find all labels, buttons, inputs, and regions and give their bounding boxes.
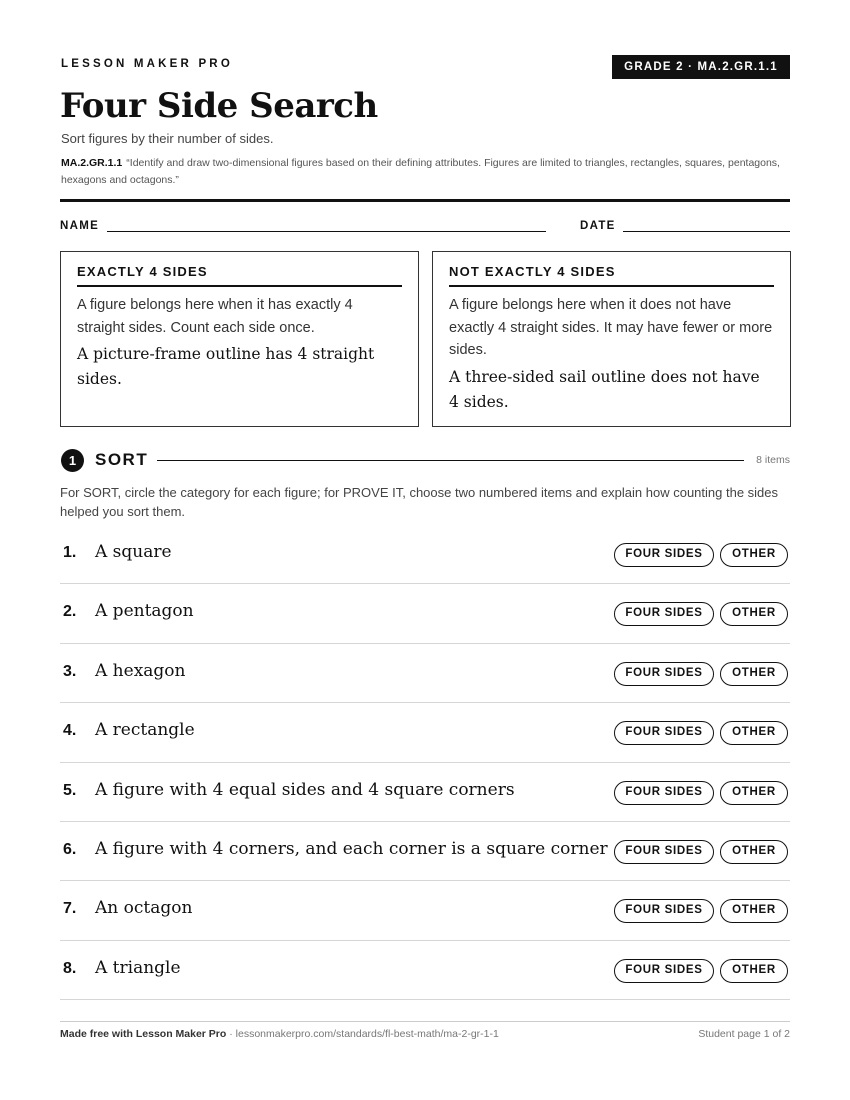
footer-credit [60,1028,499,1040]
other-option[interactable]: OTHER [720,899,788,923]
name-label: NAME [60,220,100,232]
footer-separator: · [226,1028,236,1040]
other-option[interactable]: OTHER [720,721,788,745]
item-number: 2. [63,603,77,621]
list-item [60,763,790,822]
four-sides-option[interactable]: FOUR SIDES [614,721,714,745]
item-text: A square [95,542,172,562]
standard-code: MA.2.GR.1.1 [61,157,123,169]
four-sides-option[interactable]: FOUR SIDES [614,543,714,567]
item-text: A rectangle [95,720,195,741]
item-text: An octagon [95,898,193,919]
date-label: DATE [580,220,616,232]
category-example: A picture-frame outline has 4 straight sides. [77,345,375,388]
four-sides-option[interactable]: FOUR SIDES [614,840,714,864]
date-line[interactable] [623,231,790,232]
category-heading: EXACTLY 4 SIDES [77,264,402,287]
list-item [60,941,790,1000]
section-title: SORT [95,450,149,469]
page-subtitle: Sort figures by their number of sides. [61,131,274,146]
list-item [60,703,790,762]
brand-label: LESSON MAKER PRO [61,58,233,70]
category-description: A figure belongs here when it does not have exactly 4 straight sides. It may have fewer or more sides. [449,297,773,358]
section-number-badge: 1 [61,449,84,472]
other-option[interactable]: OTHER [720,662,788,686]
footer-made-with: Made free with Lesson Maker Pro [60,1028,227,1040]
category-box-not-four-sides [432,251,791,427]
item-text: A hexagon [95,660,186,681]
four-sides-option[interactable]: FOUR SIDES [614,781,714,805]
footer-divider [60,1021,790,1022]
four-sides-option[interactable]: FOUR SIDES [614,959,714,983]
header-divider [60,199,790,202]
item-list [60,525,790,1000]
item-number: 3. [63,662,77,680]
item-number: 1. [63,544,77,561]
other-option[interactable]: OTHER [720,543,788,567]
item-number: 4. [63,722,77,740]
other-option[interactable]: OTHER [720,781,788,805]
four-sides-option[interactable]: FOUR SIDES [614,602,714,626]
item-text: A figure with 4 equal sides and 4 square corners [95,779,515,800]
other-option[interactable]: OTHER [720,959,788,983]
footer-page-number: Student page 1 of 2 [698,1028,790,1040]
list-item [60,881,790,940]
standard-description [61,155,796,189]
item-number: 5. [63,781,77,799]
section-divider [157,460,744,461]
section-item-count: 8 items [756,454,790,466]
grade-badge: GRADE 2 · MA.2.GR.1.1 [612,55,790,79]
four-sides-option[interactable]: FOUR SIDES [614,662,714,686]
list-item [60,644,790,703]
item-text: A triangle [95,957,181,978]
page-title: Four Side Search [60,86,378,126]
category-description: A figure belongs here when it has exactly 4 straight sides. Count each side once. [77,297,353,336]
other-option[interactable]: OTHER [720,840,788,864]
category-example: A three-sided sail outline does not have 4 sides. [449,367,760,411]
name-line[interactable] [107,231,546,232]
item-text: A figure with 4 corners, and each corner is a square corner [95,838,608,859]
standard-text: “Identify and draw two-dimensional figures based on their defining attributes. Figures are limited to triangles, rectangles, squares, pentagons, hexagons and octagons.” [61,157,780,186]
category-box-four-sides [60,251,419,427]
other-option[interactable]: OTHER [720,602,788,626]
item-number: 7. [63,900,77,918]
item-number: 8. [63,959,77,977]
category-heading: NOT EXACTLY 4 SIDES [449,264,774,287]
list-item [60,584,790,643]
item-number: 6. [63,840,77,858]
list-item [60,822,790,881]
section-instructions: For SORT, circle the category for each figure; for PROVE IT, choose two numbered items and explain how counting the sides helped you sort them. [60,485,779,519]
footer-url[interactable]: lessonmakerpro.com/standards/fl-best-math/ma-2-gr-1-1 [235,1028,499,1040]
list-item [60,525,790,584]
four-sides-option[interactable]: FOUR SIDES [614,899,714,923]
item-text: A pentagon [95,601,194,622]
